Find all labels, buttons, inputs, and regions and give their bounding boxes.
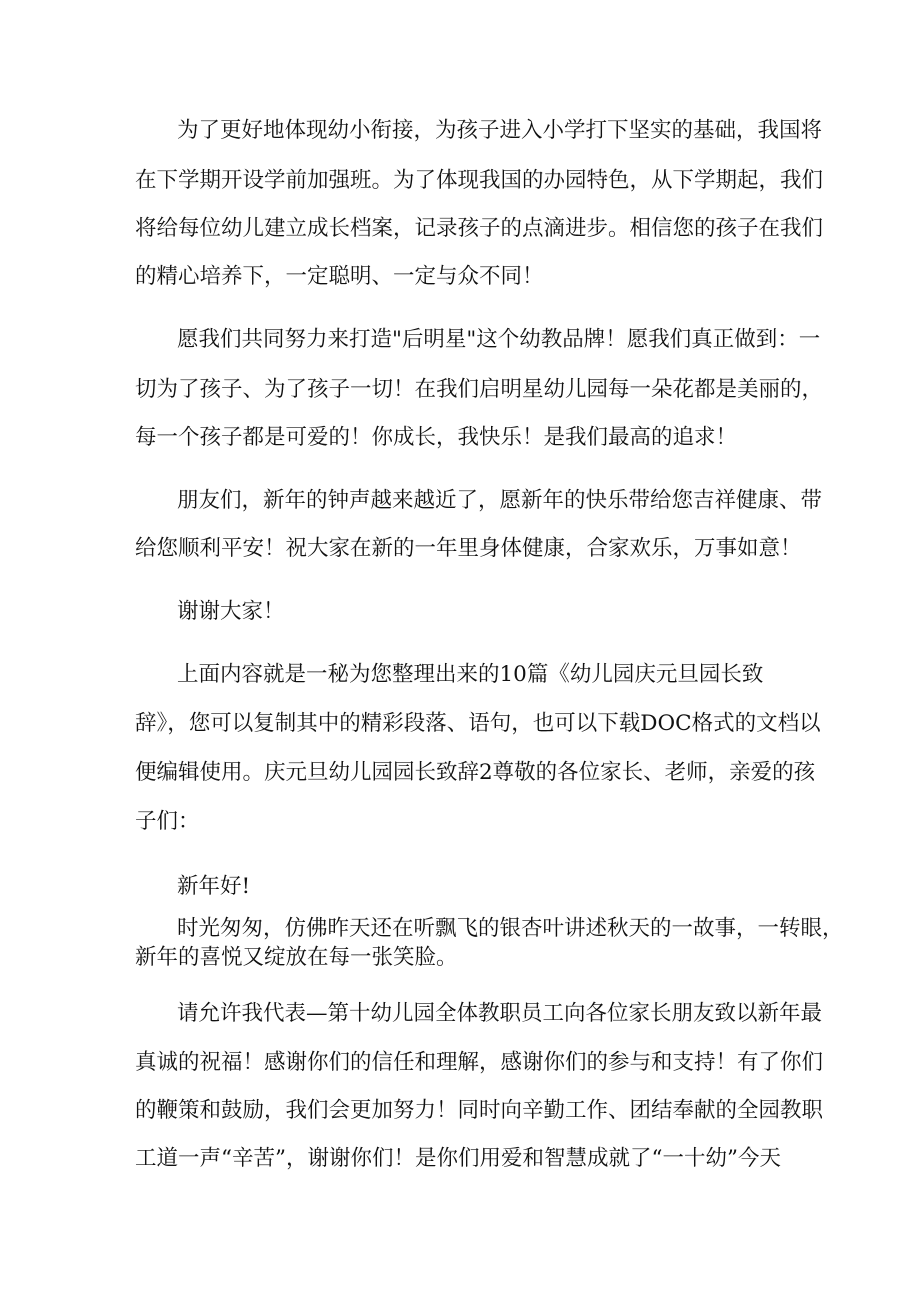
body-text-line: 新年好! — [177, 874, 251, 899]
body-text-line: 谢谢大家！ — [177, 599, 285, 624]
body-text-line: 的精心培养下，一定聪明、一定与众不同！ — [135, 264, 544, 289]
body-text-line: 在下学期开设学前加强班。为了体现我国的办园特色，从下学期起，我们 — [135, 168, 824, 193]
body-text-line: 的鞭策和鼓励，我们会更加努力！同时向辛勤工作、团结奉献的全园教职 — [135, 1098, 824, 1123]
body-text-line: 每一个孩子都是可爱的！你成长，我快乐！是我们最高的追求！ — [135, 425, 738, 450]
body-text-line: 为了更好地体现幼小衔接，为孩子进入小学打下坚实的基础，我国将 — [177, 118, 823, 143]
body-text-line: 便编辑使用。庆元旦幼儿园园长致辞2尊敬的各位家长、老师，亲爱的孩 — [135, 760, 816, 785]
body-text-line: 辞》，您可以复制其中的精彩段落、语句，也可以下载DOC格式的文档以 — [135, 711, 821, 736]
body-text-line: 真诚的祝福！感谢你们的信任和理解，感谢你们的参与和支持！有了你们 — [135, 1050, 824, 1075]
body-text-line: 请允许我代表—第十幼儿园全体教职员工向各位家长朋友致以新年最 — [177, 1001, 823, 1026]
body-text-line: 新年的喜悦又绽放在每一张笑脸。 — [135, 945, 458, 970]
body-text-line: 朋友们，新年的钟声越来越近了，愿新年的快乐带给您吉祥健康、带 — [177, 488, 823, 513]
body-text-line: 上面内容就是一秘为您整理出来的10篇《幼儿园庆元旦园长致 — [177, 662, 764, 687]
body-text-line: 时光匆匆，仿佛昨天还在听飘飞的银杏叶讲述秋天的一故事，一转眼， — [177, 916, 844, 941]
body-text-line: 给您顺利平安！祝大家在新的一年里身体健康，合家欢乐，万事如意！ — [135, 536, 802, 561]
body-text-line: 工道一声“辛苦”，谢谢你们！是你们用爱和智慧成就了“一十幼”今天 — [135, 1146, 781, 1171]
body-text-line: 子们： — [135, 809, 200, 834]
body-text-line: 切为了孩子、为了孩子一切！在我们启明星幼儿园每一朵花都是美丽的， — [135, 377, 824, 402]
body-text-line: 愿我们共同努力来打造"后明星"这个幼教品牌！愿我们真正做到：一 — [177, 327, 821, 352]
body-text-line: 将给每位幼儿建立成长档案，记录孩子的点滴进步。相信您的孩子在我们 — [135, 216, 824, 241]
